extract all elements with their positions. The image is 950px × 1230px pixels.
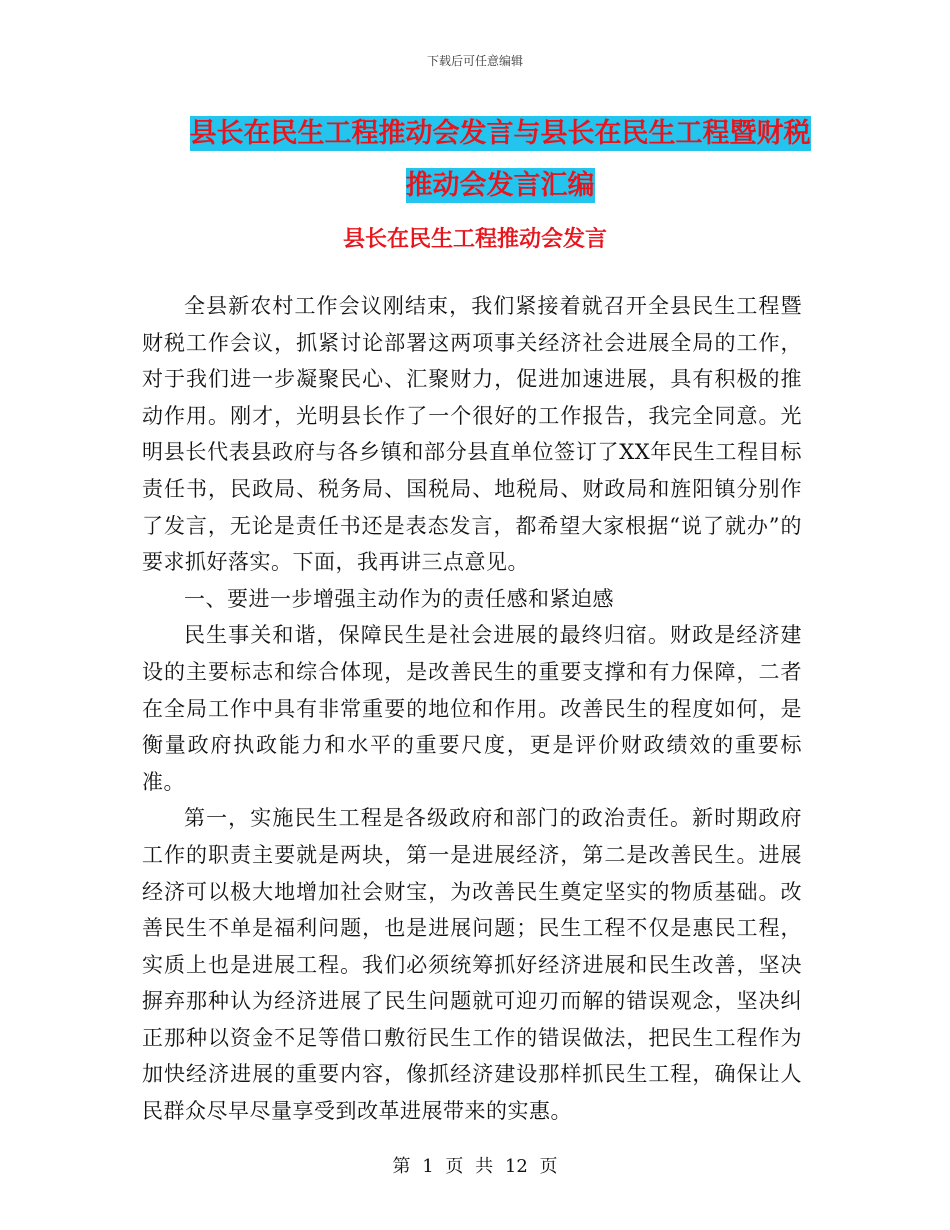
footer-label-unit: 页 — [445, 1156, 464, 1177]
document-body — [142, 288, 802, 1130]
page-footer — [0, 1152, 950, 1178]
footer-label-page: 第 — [392, 1156, 411, 1177]
header-note: 下载后可任意编辑 — [426, 54, 523, 68]
paragraph-intro: 全县新农村工作会议刚结束，我们紧接着就召开全县民生工程暨财税工作会议，抓紧讨论部署这两项事关经济社会进展全局的工作，对于我们进一步凝聚民心、汇聚财力，促进加速进展，具有积极的推动作用。刚才，光明县长作了一个很好的工作报告，我完全同意。光明县长代表县政府与各乡镇和部分县直单位签订了XX年民生工程目标责任书，民政局、税务局、国税局、地税局、财政局和旌阳镇分别作了发言，无论是责任书还是表态发言，都希望大家根据“说了就办”的要求抓好落实。下面，我再讲三点意见。 — [142, 294, 802, 575]
footer-label-total: 共 — [475, 1156, 494, 1177]
main-title-line1: 县长在民生工程推动会发言与县长在民生工程暨财税 — [189, 118, 811, 149]
heading-point-one: 一、要进一步增强主动作为的责任感和紧迫感 — [184, 586, 614, 611]
footer-total-pages: 12 — [504, 1156, 528, 1177]
paragraph-livelihood: 民生事关和谐，保障民生是社会进展的最终归宿。财政是经济建设的主要标志和综合体现，是改善民生的重要支撑和有力保障，二者在全局工作中具有非常重要的地位和作用。改善民生的程度如何，是衡量政府执政能力和水平的重要尺度，更是评价财政绩效的重要标准。 — [142, 623, 802, 794]
main-title-line2: 推动会发言汇编 — [405, 170, 595, 201]
footer-label-unit2: 页 — [539, 1156, 558, 1177]
main-title — [140, 108, 860, 212]
paragraph-first-point: 第一，实施民生工程是各级政府和部门的政治责任。新时期政府工作的职责主要就是两块，第一是进展经济，第二是改善民生。进展经济可以极大地增加社会财宝，为改善民生奠定坚实的物质基础。改善民生不单是福利问题，也是进展问题；民生工程不仅是惠民工程，实质上也是进展工程。我们必须统筹抓好经济进展和民生改善，坚决摒弃那种认为经济进展了民生问题就可迎刃而解的错误观念，坚决纠正那种以资金不足等借口敷衍民生工作的错误做法，把民生工程作为加快经济进展的重要内容，像抓经济建设那样抓民生工程，确保让人民群众尽早尽量享受到改革进展带来的实惠。 — [142, 806, 802, 1124]
footer-current-page: 1 — [422, 1156, 434, 1177]
section-title: 县长在民生工程推动会发言 — [342, 227, 607, 252]
